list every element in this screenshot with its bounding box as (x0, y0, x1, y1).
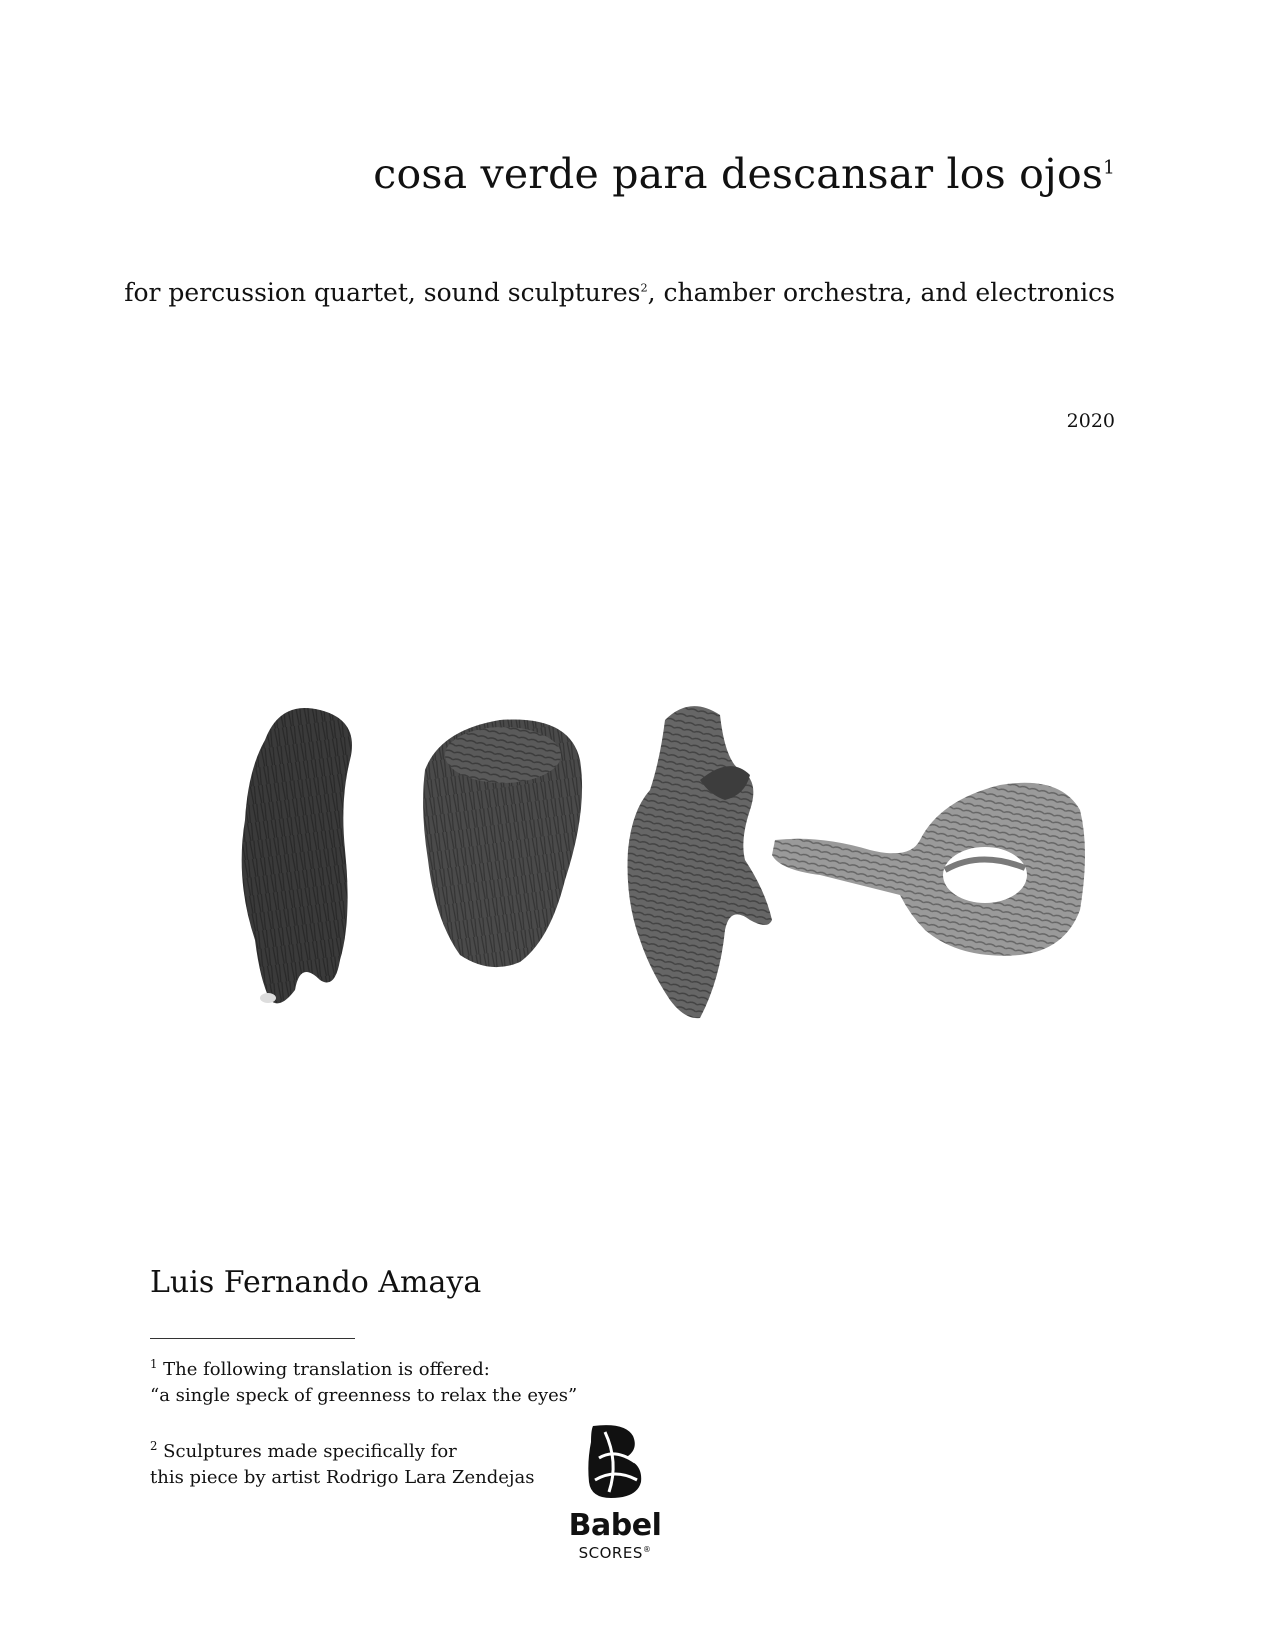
composition-year: 2020 (1066, 410, 1115, 432)
logo-wordmark: Babel (568, 1508, 662, 1543)
publisher-logo (565, 1422, 685, 1562)
footnote-2-line-1: Sculptures made specifically for (163, 1441, 457, 1462)
babel-b-icon (585, 1422, 645, 1500)
registered-mark: ® (642, 1545, 652, 1554)
subtitle-footnote-ref: 2 (640, 281, 648, 295)
footnote-1-line-2: “a single speck of greenness to relax the eyes” (150, 1385, 578, 1406)
sculpture-3 (628, 706, 773, 1018)
footnote-2-line-2: this piece by artist Rodrigo Lara Zendejas (150, 1467, 535, 1488)
sculptures-photo (220, 700, 1160, 1060)
sculpture-1 (242, 708, 352, 1003)
footnote-2 (150, 1439, 534, 1491)
logo-sub-text: SCORES (578, 1544, 643, 1562)
footnote-1 (150, 1357, 577, 1409)
logo-subtext (565, 1544, 665, 1562)
footnote-2-mark: 2 (150, 1439, 158, 1453)
score-title (373, 150, 1115, 198)
footnote-1-line-1: The following translation is offered: (163, 1359, 490, 1380)
instrumentation-subtitle (124, 278, 1115, 307)
sculpture-4 (772, 783, 1085, 956)
title-footnote-ref: 1 (1103, 157, 1115, 179)
footnote-1-mark: 1 (150, 1357, 158, 1371)
title-text: cosa verde para descansar los ojos (373, 150, 1104, 198)
subtitle-part-2: , chamber orchestra, and electronics (647, 278, 1115, 307)
footnote-divider (150, 1338, 355, 1339)
sculpture-2 (423, 720, 582, 968)
composer-name: Luis Fernando Amaya (150, 1265, 482, 1300)
subtitle-part-1: for percussion quartet, sound sculptures (124, 278, 641, 307)
